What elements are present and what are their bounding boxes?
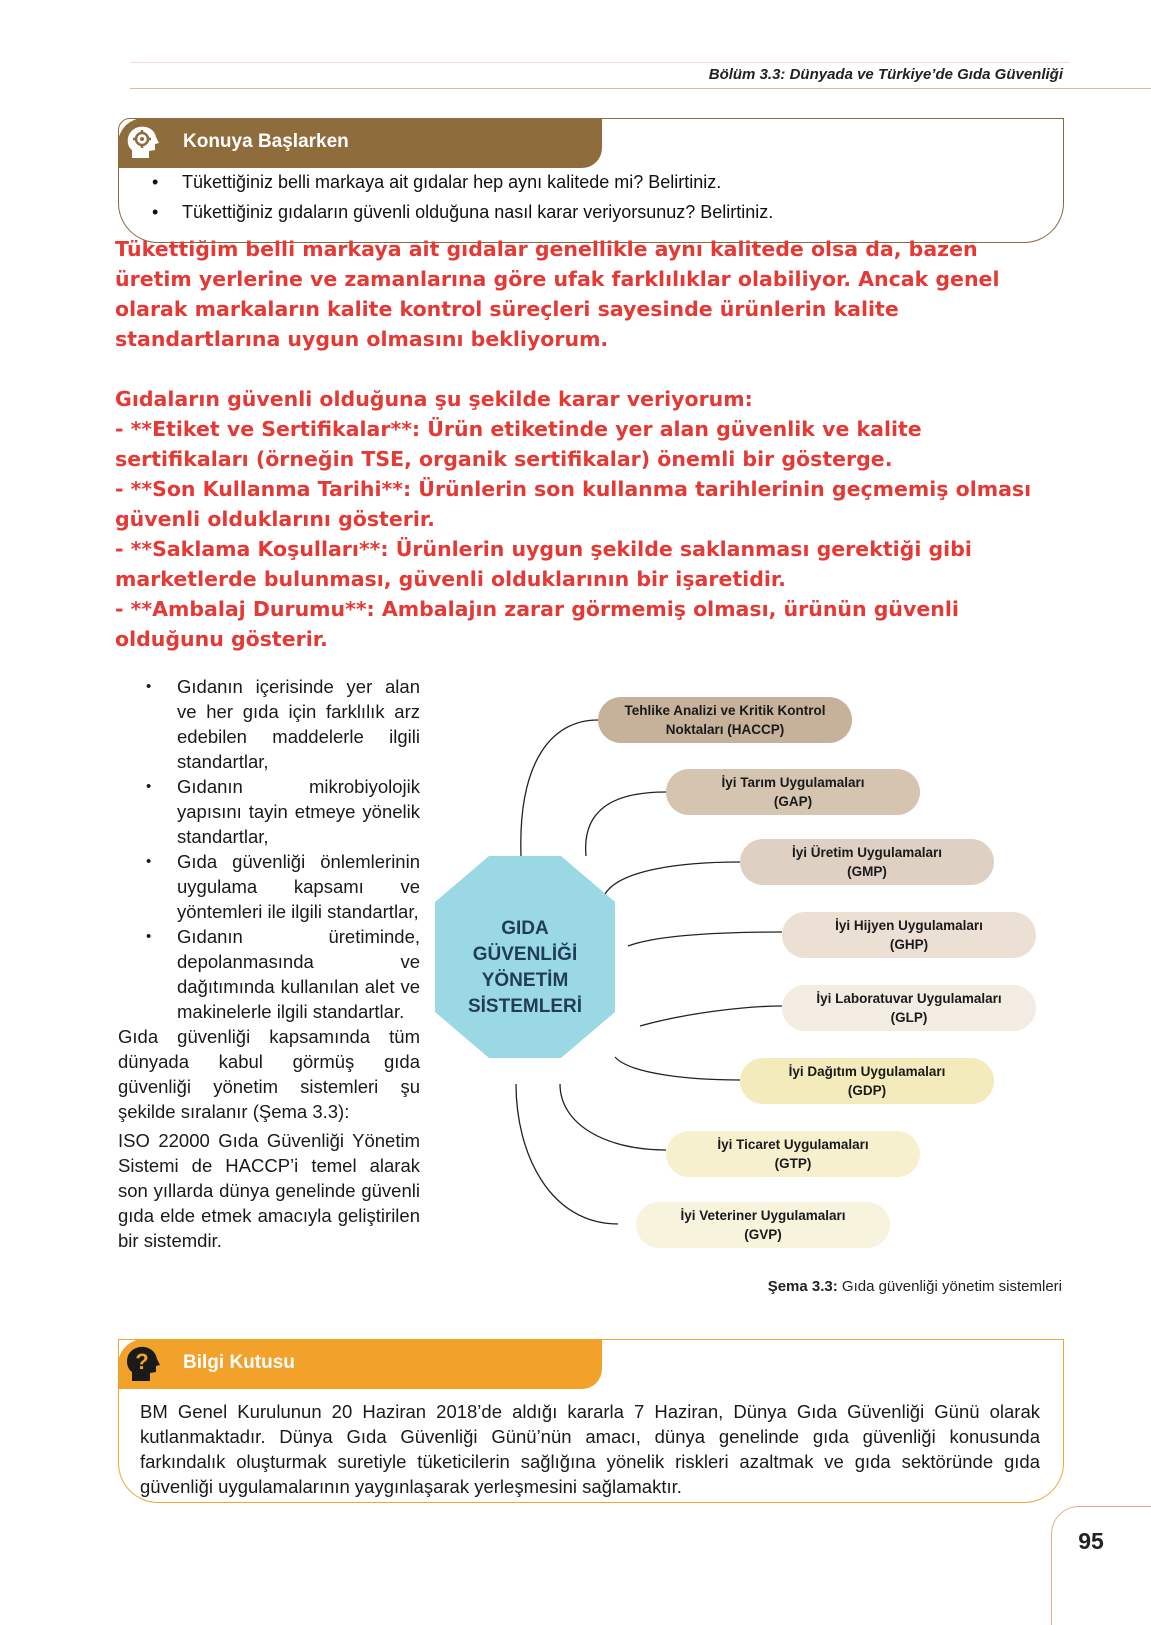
- head-question-icon: [118, 1339, 170, 1389]
- list-item: • Gıdanın içerisinde yer alan ve her gıda için farklılık arz edebilen maddelerle ilgili standartlar,: [118, 674, 420, 774]
- node-haccp: Tehlike Analizi ve Kritik Kontrol Noktaları (HACCP): [598, 697, 852, 743]
- connector-gmp: [605, 862, 740, 894]
- answer-item-3: - **Saklama Koşulları**: Ürünlerin uygun şekilde saklanması gerektiği gibi marketlerde bulunması, güvenli olduklarının bir işaretidir.: [115, 537, 972, 591]
- center-label: GIDA GÜVENLİĞİ YÖNETİM SİSTEMLERİ: [467, 918, 582, 1017]
- node-gmp: İyi Üretim Uygulamaları (GMP): [740, 839, 994, 885]
- node-gtp: İyi Ticaret Uygulamaları (GTP): [666, 1131, 920, 1177]
- answer-item-2: - **Son Kullanma Tarihi**: Ürünlerin son kullanma tarihlerinin geçmemiş olması güvenli olduklarını gösterir.: [115, 477, 1032, 531]
- page-number: 95: [1078, 1528, 1104, 1554]
- connector-gdp: [615, 1057, 740, 1080]
- intro-box-title: Konuya Başlarken: [183, 131, 349, 152]
- list-item: • Gıda güvenliği önlemlerinin uygulama kapsamı ve yöntemleri ile ilgili standartlar,: [118, 849, 420, 924]
- body-paragraph-1: Gıda güvenliği kapsamında tüm dünyada kabul görmüş gıda güvenliği yönetim sistemleri şu şekilde sıralanır (Şema 3.3):: [118, 1026, 420, 1122]
- answer-lead: Gıdaların güvenli olduğuna şu şekilde karar veriyorum:: [115, 387, 753, 411]
- page-number-frame: [1051, 1506, 1151, 1625]
- list-item: • Gıdanın mikrobiyolojik yapısını tayin etmeye yönelik standartlar,: [118, 774, 420, 849]
- answer-paragraph-1: Tükettiğim belli markaya ait gıdalar genellikle aynı kalitede olsa da, bazen üretim yerlerine ve zamanlarına göre ufak farklılıklar olabiliyor. Ancak genel olarak markaların kalite kontrol süreçleri sayesinde ürünlerin kalite standartlarına uygun olmasını bekliyorum.: [115, 237, 1000, 351]
- header-rule-top: [130, 62, 1070, 63]
- connector-gap: [586, 792, 666, 856]
- node-gap: İyi Tarım Uygulamaları (GAP): [666, 769, 920, 815]
- connector-glp: [640, 1006, 782, 1026]
- info-box-text: BM Genel Kurulunun 20 Haziran 2018’de aldığı kararla 7 Haziran, Dünya Gıda Güvenliği Günü olarak kutlanmaktadır. Dünya Gıda Güvenliği Günü’nün amacı, dünya genelinde gıda güvenliği konusunda farkındalık oluşturmak suretiyle tüketicilerin sağlığına yönelik riskleri azaltmak ve gıda sektöründe gıda güvenliği uygulamalarının yaygınlaşarak yerleşmesini sağlamaktır.: [140, 1401, 1040, 1497]
- node-gvp: İyi Veteriner Uygulamaları (GVP): [636, 1202, 890, 1248]
- connector-ghp: [628, 932, 782, 946]
- question-1: • Tükettiğiniz belli markaya ait gıdalar hep aynı kalitede mi? Belirtiniz.: [152, 172, 722, 192]
- connector-gtp: [560, 1084, 666, 1150]
- body-paragraph-2: ISO 22000 Gıda Güvenliği Yönetim Sistemi de HACCP’i temel alarak son yıllarda dünya genelinde güvenli gıda elde etmek amacıyla geliştirilen bir sistemdir.: [118, 1130, 420, 1251]
- node-gdp: İyi Dağıtım Uygulamaları (GDP): [740, 1058, 994, 1104]
- header-rule: [130, 88, 1151, 89]
- question-2: • Tükettiğiniz gıdaların güvenli olduğuna nasıl karar veriyorsunuz? Belirtiniz.: [152, 202, 774, 222]
- diagram-caption: Şema 3.3: Gıda güvenliği yönetim sistemleri: [767, 1278, 1062, 1295]
- answer-item-1: - **Etiket ve Sertifikalar**: Ürün etiketinde yer alan güvenlik ve kalite sertifikaları (örneğin TSE, organik sertifikalar) önemli bir gösterge.: [115, 417, 922, 471]
- svg-text:?: ?: [135, 1349, 149, 1374]
- info-box-title: Bilgi Kutusu: [183, 1352, 295, 1373]
- body-text: [118, 674, 420, 1257]
- chapter-title: Bölüm 3.3: Dünyada ve Türkiye’de Gıda Güvenliği: [708, 66, 1063, 83]
- standards-list: [118, 674, 420, 1024]
- connector-gvp: [516, 1084, 618, 1224]
- head-gear-icon: [118, 118, 170, 168]
- node-ghp: İyi Hijyen Uygulamaları (GHP): [782, 912, 1036, 958]
- node-glp: İyi Laboratuvar Uygulamaları (GLP): [782, 985, 1036, 1031]
- list-item: • Gıdanın üretiminde, depolanmasında ve dağıtımında kullanılan alet ve makinelerle ilgili standartlar.: [118, 924, 420, 1024]
- answer-item-4: - **Ambalaj Durumu**: Ambalajın zarar görmemiş olması, ürünün güvenli olduğunu gösterir.: [115, 597, 959, 651]
- handwritten-answer: [115, 234, 1060, 654]
- food-safety-diagram: [430, 684, 1070, 1254]
